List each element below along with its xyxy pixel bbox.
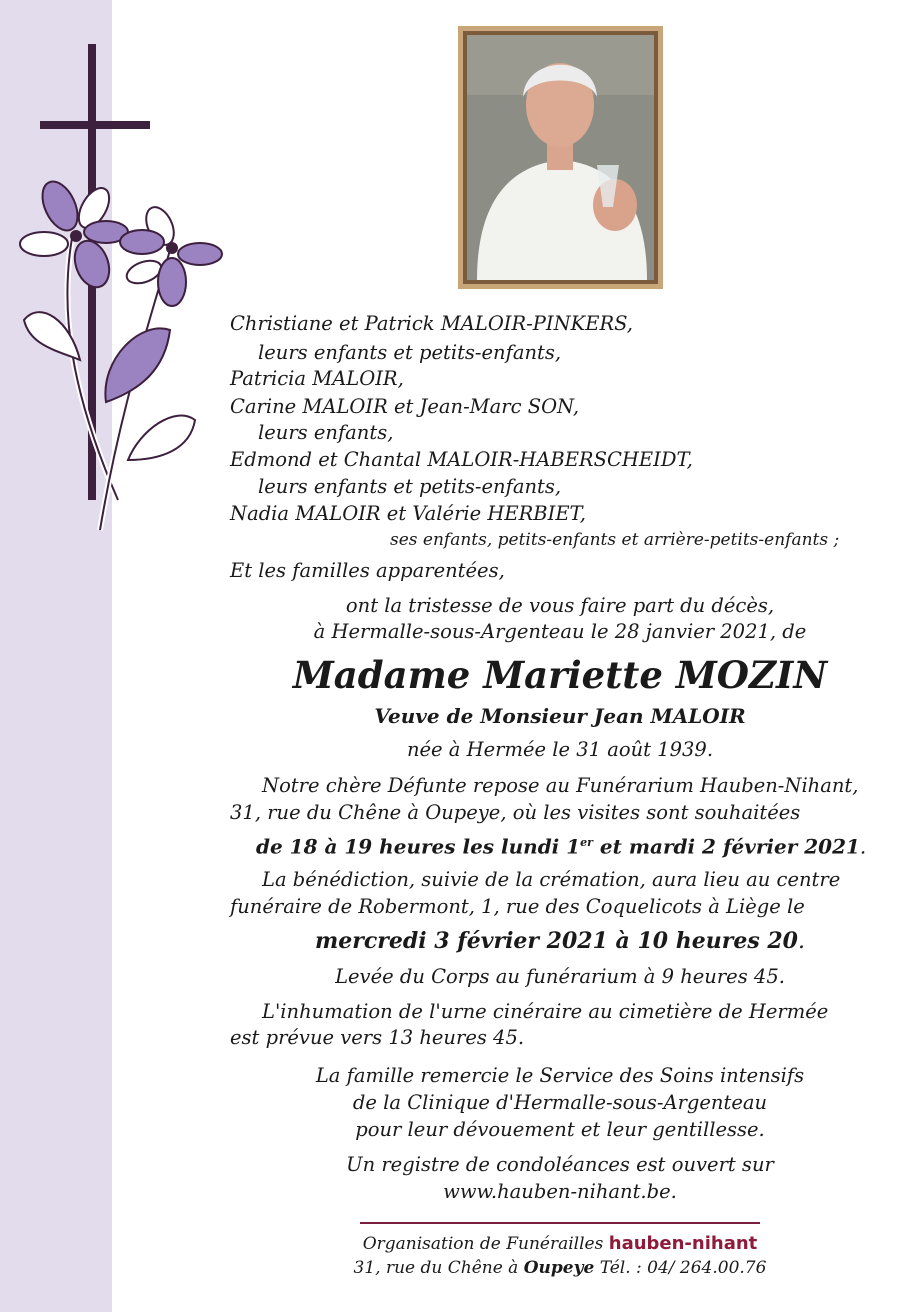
registry-line: Un registre de condoléances est ouvert sur: [346, 1153, 774, 1176]
brand-logo: hauben-nihant: [608, 1233, 758, 1254]
widow-line: Veuve de Monsieur Jean MALOIR: [374, 704, 746, 728]
family-line: Patricia MALOIR,: [230, 367, 404, 390]
family-line: leurs enfants,: [258, 421, 394, 444]
family-line: Carine MALOIR et Jean-Marc SON,: [230, 395, 580, 418]
family-line: leurs enfants et petits-enfants,: [258, 341, 562, 364]
visit-line: 31, rue du Chêne à Oupeye, où les visites sont souhaitées: [230, 801, 801, 824]
footer-divider: [360, 1222, 760, 1224]
visit-hours: de 18 à 19 heures les lundi 1er et mardi 2 février 2021.: [256, 834, 867, 859]
ceremony-line: funéraire de Robermont, 1, rue des Coquelicots à Liège le: [230, 895, 805, 918]
portrait-frame: [458, 26, 663, 289]
ceremony-line: La bénédiction, suivie de la crémation, aura lieu au centre: [262, 868, 841, 891]
footer-org: Organisation de Funérailles hauben-nihant: [362, 1233, 758, 1254]
deceased-name: Madame Mariette MOZIN: [292, 653, 828, 697]
footer-address: 31, rue du Chêne à Oupeye Tél. : 04/ 264.00.76: [353, 1258, 767, 1278]
inhumation-line: est prévue vers 13 heures 45.: [230, 1026, 525, 1049]
family-line: Nadia MALOIR et Valérie HERBIET,: [230, 502, 586, 525]
announce-line: à Hermalle-sous-Argenteau le 28 janvier 2021, de: [313, 620, 807, 643]
birth-line: née à Hermée le 31 août 1939.: [406, 738, 714, 761]
visit-line: Notre chère Défunte repose au Funérarium Hauben-Nihant,: [262, 774, 859, 797]
cross-flowers-icon: [0, 30, 240, 550]
announce-line: ont la tristesse de vous faire part du décès,: [345, 594, 775, 617]
ceremony-date: mercredi 3 février 2021 à 10 heures 20.: [315, 928, 805, 954]
family-line: Et les familles apparentées,: [230, 559, 505, 582]
registry-url[interactable]: www.hauben-nihant.be.: [443, 1180, 677, 1203]
family-line: ses enfants, petits-enfants et arrière-petits-enfants ;: [390, 530, 840, 550]
thanks-line: La famille remercie le Service des Soins intensifs: [315, 1064, 805, 1087]
family-line: Edmond et Chantal MALOIR-HABERSCHEIDT,: [230, 448, 693, 471]
thanks-line: pour leur dévouement et leur gentillesse.: [355, 1118, 765, 1141]
family-line: Christiane et Patrick MALOIR-PINKERS,: [230, 312, 634, 335]
portrait-photo: [467, 35, 654, 280]
inhumation-line: L'inhumation de l'urne cinéraire au cimetière de Hermée: [262, 1000, 829, 1023]
levee-line: Levée du Corps au funérarium à 9 heures 45.: [335, 965, 785, 988]
family-line: leurs enfants et petits-enfants,: [258, 475, 562, 498]
thanks-line: de la Clinique d'Hermalle-sous-Argenteau: [352, 1091, 768, 1114]
